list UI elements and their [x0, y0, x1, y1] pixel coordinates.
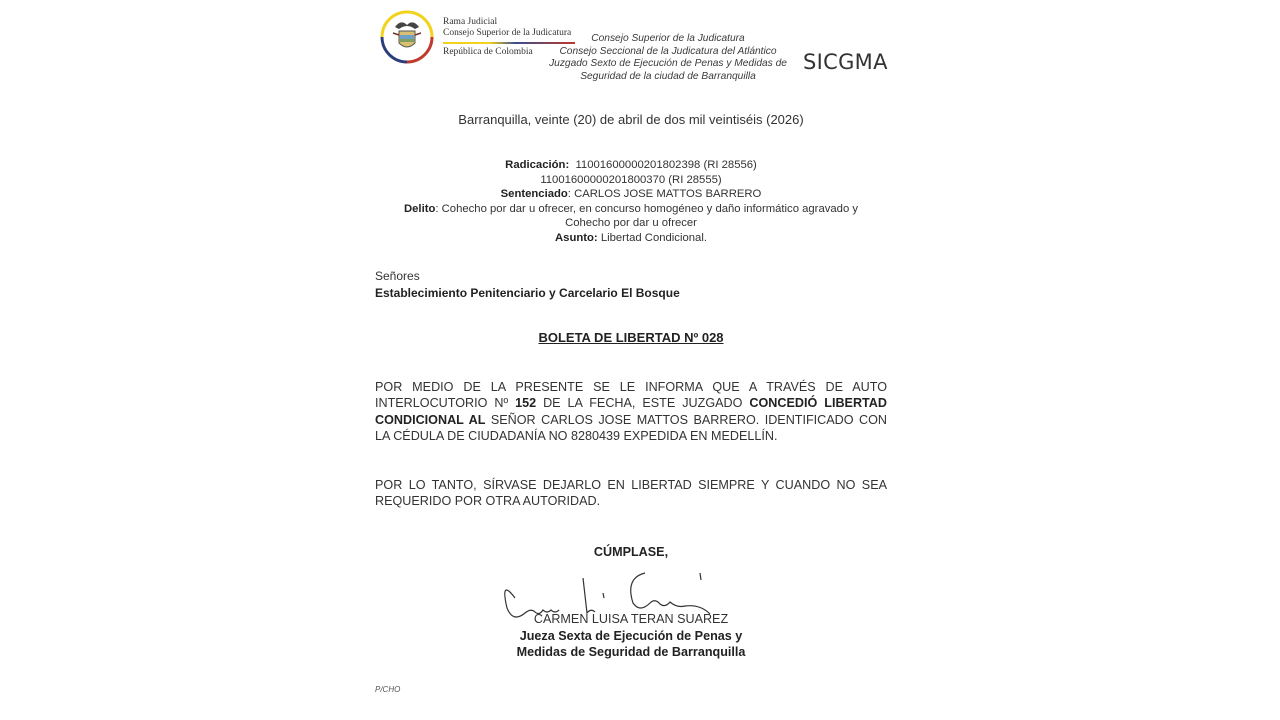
radicacion-row	[370, 158, 892, 173]
auto-number: 152	[515, 396, 537, 411]
header-line: Seguridad de la ciudad de Barranquilla	[580, 70, 756, 82]
body-text: SEÑOR CARLOS JOSE MATTOS BARRERO. IDENTIFICADO CON LA CÉDULA DE CIUDADANÍA NO 8280439 EXPEDIDA EN MEDELLÍN.	[375, 412, 887, 443]
radicacion-value-2: 11001600000201800370 (RI 28555)	[540, 173, 722, 186]
document-title: BOLETA DE LIBERTAD Nº 028	[538, 330, 724, 345]
system-name: SICGMA	[803, 50, 888, 74]
asunto-value: Libertad Condicional.	[600, 231, 707, 244]
sentenciado-value: : CARLOS JOSE MATTOS BARRERO	[567, 188, 762, 201]
header-line: Consejo Superior de la Judicatura	[591, 33, 745, 44]
delito-row	[370, 202, 892, 217]
signer-block	[370, 611, 892, 661]
decision-text: CONCEDIÓ LIBERTAD CONDICIONAL AL	[375, 396, 887, 427]
salutation: Señores	[375, 269, 420, 283]
date-line: Barranquilla, veinte (20) de abril de dos mil veintiséis (2026)	[458, 112, 804, 127]
signer-role: Medidas de Seguridad de Barranquilla	[516, 645, 746, 659]
asunto-label: Asunto:	[555, 231, 598, 244]
body-text: DE LA FECHA, ESTE JUZGADO	[536, 396, 750, 411]
rama-judicial-label: Rama Judicial	[443, 17, 498, 27]
header-line: Juzgado Sexto de Ejecución de Penas y Medidas de	[549, 58, 787, 70]
colombia-coat-of-arms-icon	[379, 9, 435, 65]
cumplase-label: CÚMPLASE,	[593, 545, 669, 559]
institution-header-right	[548, 33, 788, 83]
header-line: Consejo Seccional de la Judicatura del Atlántico	[559, 45, 777, 57]
delito-label: Delito	[403, 202, 436, 215]
body-paragraph-2: POR LO TANTO, SÍRVASE DEJARLO EN LIBERTAD SIEMPRE Y CUANDO NO SEA REQUERIDO POR OTRA AUTORIDAD.	[375, 478, 887, 509]
sentenciado-row	[370, 187, 892, 202]
delito-value: : Cohecho por dar u ofrecer, en concurso homogéneo y daño informático agravado y	[435, 202, 859, 215]
sentenciado-label: Sentenciado	[500, 188, 568, 201]
consejo-superior-label: Consejo Superior de la Judicatura	[443, 28, 572, 38]
delito-value-2: Cohecho por dar u ofrecer	[565, 217, 697, 230]
radicacion-value-1: 11001600000201802398 (RI 28556)	[575, 159, 757, 171]
republica-label: República de Colombia	[443, 47, 533, 57]
institution-name: Establecimiento Penitenciario y Carcelario El Bosque	[375, 285, 680, 300]
asunto-row	[370, 231, 892, 246]
signer-role: Jueza Sexta de Ejecución de Penas y	[519, 628, 743, 643]
case-references	[370, 158, 892, 246]
addressee	[375, 268, 680, 301]
body-text: POR MEDIO DE LA PRESENTE SE LE INFORMA QUE A TRAVÉS DE AUTO INTERLOCUTORIO Nº	[375, 380, 887, 411]
radicacion-label: Radicación:	[505, 159, 570, 171]
footer-initials: P/CHO	[375, 685, 401, 694]
signer-name: CARMEN LUISA TERAN SUAREZ	[533, 612, 729, 626]
body-paragraph-1	[375, 379, 887, 444]
